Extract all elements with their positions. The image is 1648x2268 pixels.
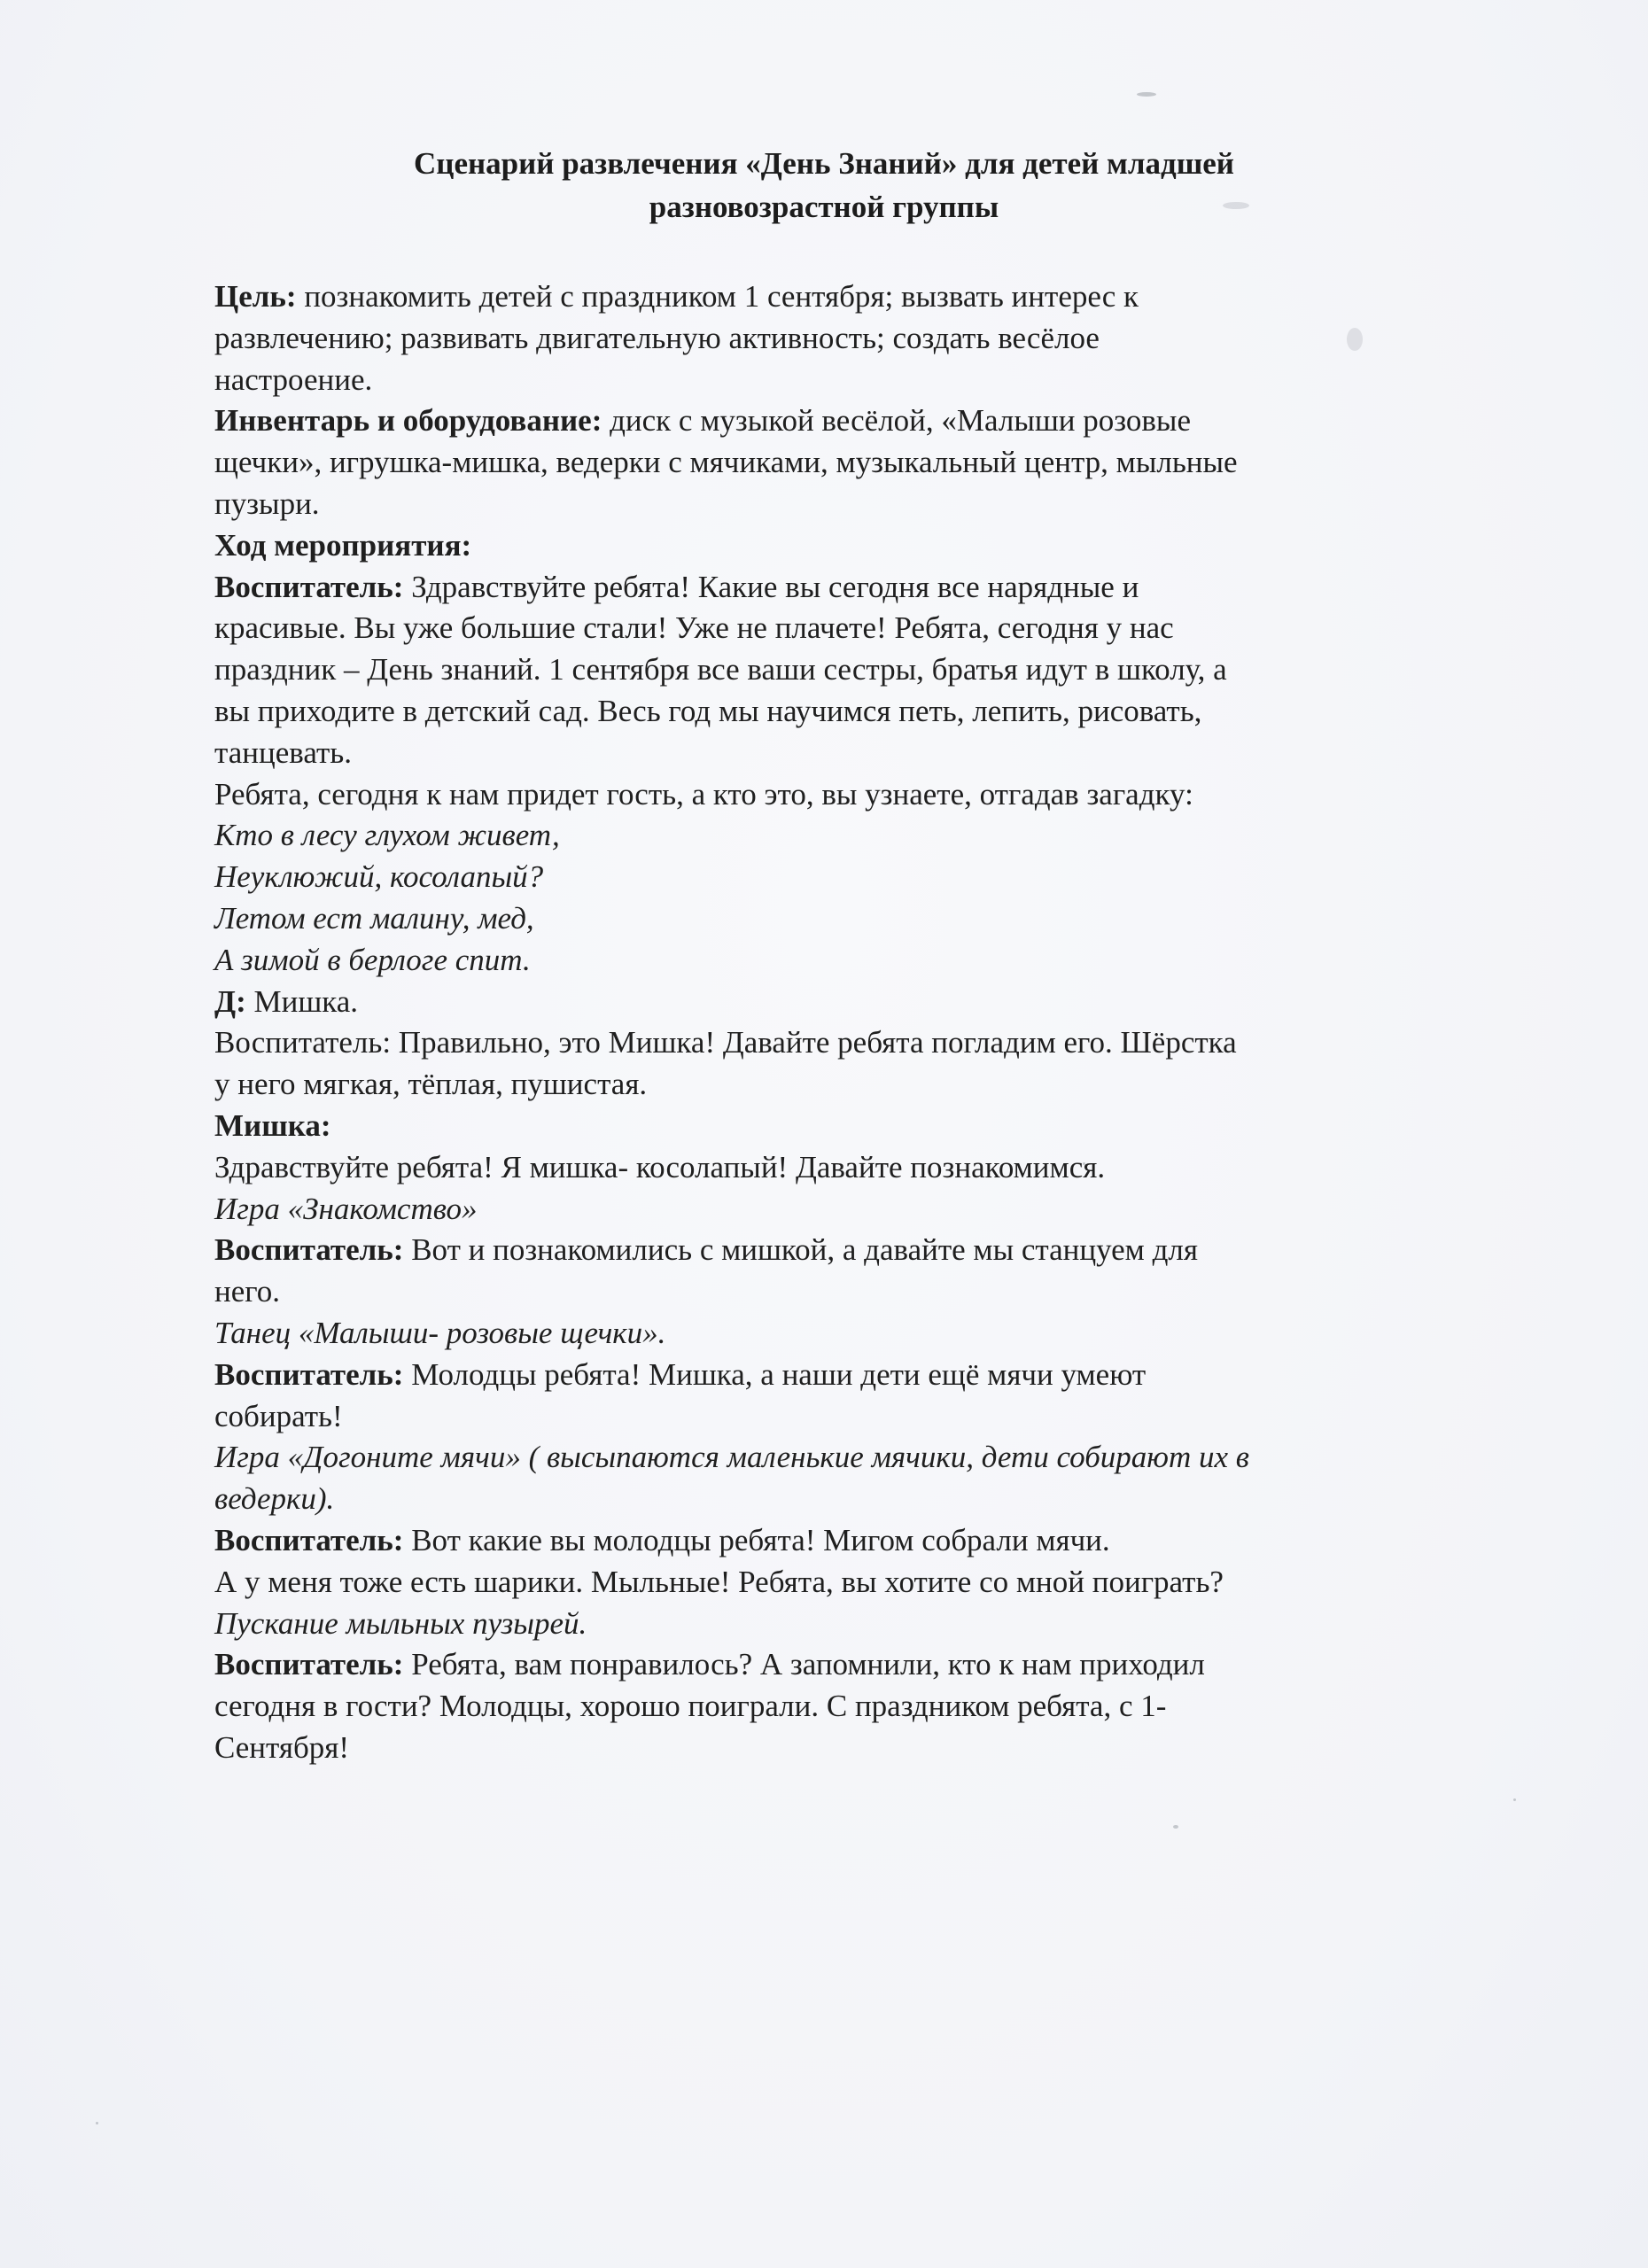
stage-direction: Танец «Малыши- розовые щечки».: [214, 1315, 666, 1350]
riddle-line: Неуклюжий, косолапый?: [214, 859, 544, 895]
speaker-label: Воспитатель:: [214, 1647, 404, 1682]
dialogue-line: праздник – День знаний. 1 сентября все ваши сестры, братья идут в школу, а: [214, 652, 1227, 687]
speaker-label: Воспитатель:: [214, 1232, 404, 1268]
riddle-line: А зимой в берлоге спит.: [214, 942, 531, 977]
dialogue-line: Воспитатель: Правильно, это Мишка! Давайте ребята погладим его. Шёрстка: [214, 1025, 1237, 1060]
equipment-line: щечки», игрушка-мишка, ведерки с мячиками, музыкальный центр, мыльные: [214, 445, 1238, 480]
dialogue-text: Молодцы ребята! Мишка, а наши дети ещё мячи умеют: [403, 1356, 1147, 1392]
goal-line: настроение.: [214, 361, 373, 397]
dialogue-line: Сентября!: [214, 1729, 350, 1765]
dialogue-line: у него мягкая, тёплая, пушистая.: [214, 1067, 648, 1102]
speaker-label: Воспитатель:: [214, 1522, 404, 1557]
speaker-label: Воспитатель:: [214, 569, 404, 604]
title-line: разновозрастной группы: [649, 190, 999, 224]
dialogue-line: танцевать.: [214, 734, 352, 770]
document-title: [266, 142, 1382, 229]
document-body: [214, 276, 1473, 1769]
dialogue-line: [214, 1644, 1473, 1686]
goal-label: Цель:: [214, 279, 297, 314]
scan-speck: [1137, 92, 1156, 97]
stage-direction: ведерки).: [214, 1481, 335, 1517]
goal-line: развлечению; развивать двигательную активность; создать весёлое: [214, 320, 1100, 355]
speaker-label: Воспитатель:: [214, 1356, 404, 1392]
dialogue-line: [214, 1520, 1473, 1562]
dialogue-line: [214, 1230, 1473, 1271]
equipment-text: диск с музыкой весёлой, «Малыши розовые: [602, 403, 1191, 439]
dialogue-line: [214, 1355, 1473, 1396]
title-line: Сценарий развлечения «День Знаний» для детей младшей: [414, 146, 1234, 181]
scan-speck: [1513, 1798, 1516, 1801]
dialogue-text: Ребята, вам понравилось? А запомнили, кто к нам приходил: [403, 1647, 1205, 1682]
dialogue-text: Вот какие вы молодцы ребята! Мигом собрали мячи.: [403, 1522, 1110, 1557]
riddle-line: Летом ест малину, мед,: [214, 900, 534, 936]
speaker-label: Д:: [214, 983, 246, 1019]
dialogue-line: вы приходите в детский сад. Весь год мы научимся петь, лепить, рисовать,: [214, 693, 1202, 728]
stage-direction: Игра «Знакомство»: [214, 1191, 478, 1226]
riddle-intro: Ребята, сегодня к нам придет гость, а кто это, вы узнаете, отгадав загадку:: [214, 776, 1193, 812]
dialogue-line: красивые. Вы уже большие стали! Уже не плачете! Ребята, сегодня у нас: [214, 610, 1174, 646]
dialogue-line: А у меня тоже есть шарики. Мыльные! Ребята, вы хотите со мной поиграть?: [214, 1564, 1224, 1599]
stage-direction: Игра «Догоните мячи» ( высыпаются маленькие мячики, дети собирают их в: [214, 1440, 1249, 1475]
dialogue-line: [214, 982, 1473, 1023]
scan-speck: [1173, 1825, 1178, 1829]
equipment-label: Инвентарь и оборудование:: [214, 403, 602, 439]
dialogue-line: [214, 567, 1473, 609]
speaker-label: Мишка:: [214, 1107, 331, 1143]
stage-direction: Пускание мыльных пузырей.: [214, 1605, 587, 1641]
scan-speck: [96, 2122, 98, 2124]
equipment-line: [214, 400, 1473, 442]
goal-text: познакомить детей с праздником 1 сентября; вызвать интерес к: [296, 279, 1139, 314]
dialogue-line: Здравствуйте ребята! Я мишка- косолапый! Давайте познакомимся.: [214, 1149, 1106, 1184]
dialogue-text: Вот и познакомились с мишкой, а давайте мы станцуем для: [403, 1232, 1198, 1268]
dialogue-text: Здравствуйте ребята! Какие вы сегодня все нарядные и: [403, 569, 1139, 604]
dialogue-line: сегодня в гости? Молодцы, хорошо поиграли. С праздником ребята, с 1-: [214, 1689, 1167, 1724]
equipment-line: пузыри.: [214, 485, 320, 521]
dialogue-line: собирать!: [214, 1398, 343, 1433]
course-heading: Ход мероприятия:: [214, 527, 472, 563]
dialogue-line: него.: [214, 1274, 280, 1309]
dialogue-text: Мишка.: [245, 983, 359, 1019]
goal-line: [214, 276, 1473, 318]
riddle-line: Кто в лесу глухом живет,: [214, 818, 560, 853]
